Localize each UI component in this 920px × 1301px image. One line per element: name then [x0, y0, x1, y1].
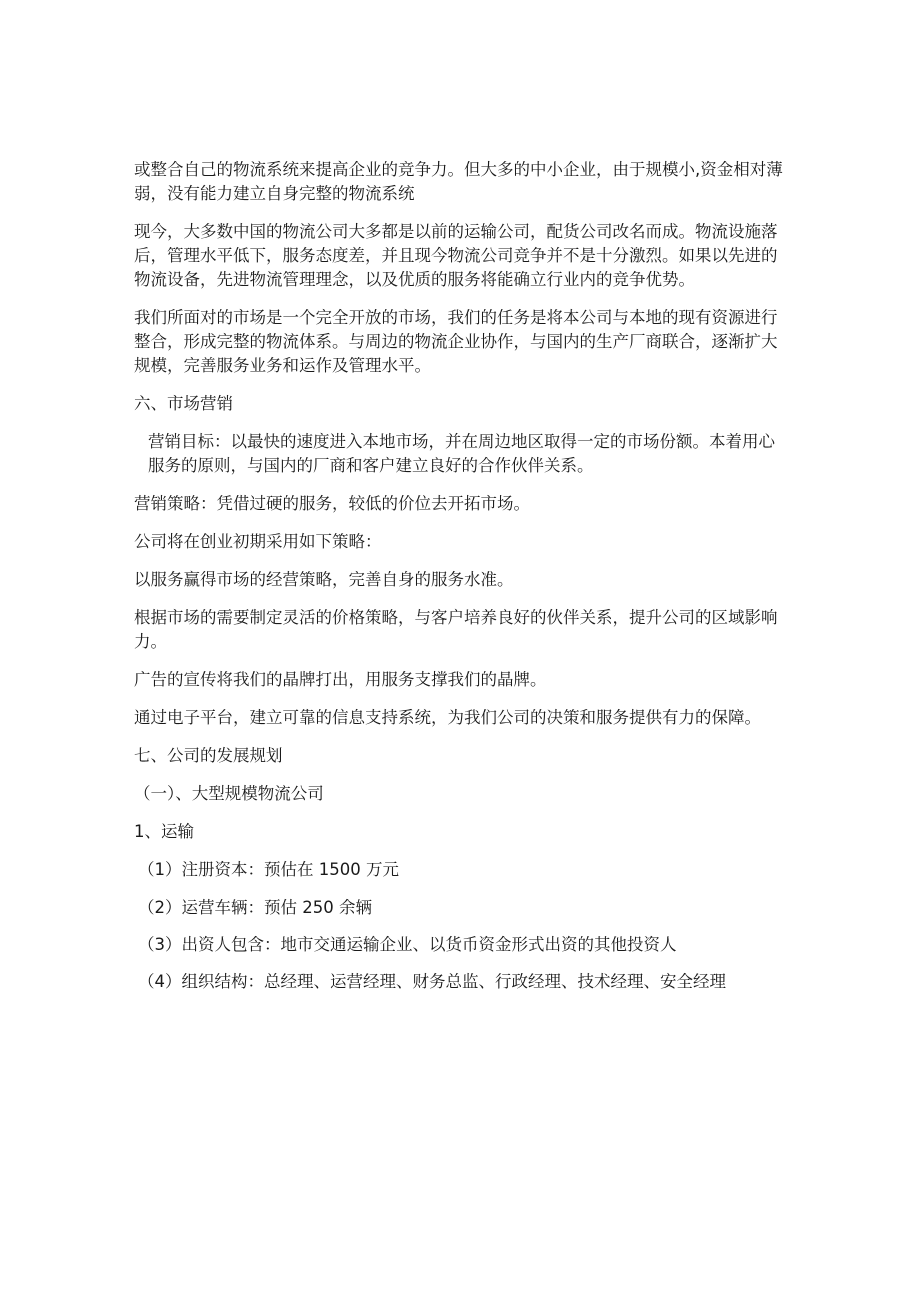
- item-heading-transport: 1、运输: [134, 822, 194, 841]
- detail-item: （1）注册资本：预估在 1500 万元: [138, 860, 399, 879]
- strategy-item: 以服务赢得市场的经营策略，完善自身的服务水准。: [134, 570, 514, 589]
- sub-heading-large-logistics: （一）、大型规模物流公司: [134, 784, 324, 803]
- paragraph-market: 我们所面对的市场是一个完全开放的市场，我们的任务是将本公司与本地的现有资源进行整合，形成完整的物流体系。与周边的物流企业协作，与国内的生产厂商联合，逐渐扩大规模，完善服务业务和运作及管理水平。: [134, 308, 778, 375]
- paragraph-marketing-goal: 营销目标：以最快的速度进入本地市场，并在周边地区取得一定的市场份额。本着用心服务的原则，与国内的厂商和客户建立良好的合作伙伴关系。: [148, 432, 775, 475]
- strategy-item: 广告的宣传将我们的晶牌打出，用服务支撑我们的晶牌。: [134, 670, 547, 689]
- paragraph-current-state: 现今，大多数中国的物流公司大多都是以前的运输公司，配货公司改名而成。物流设施落后，管理水平低下，服务态度差，并且现今物流公司竞争并不是十分激烈。如果以先进的物流设备，先进物流管理理念，以及优质的服务将能确立行业内的竞争优势。: [134, 222, 778, 289]
- detail-item: （3）出资人包含：地市交通运输企业、以货币资金形式出资的其他投资人: [138, 935, 677, 954]
- strategy-item: 通过电子平台，建立可靠的信息支持系统，为我们公司的决策和服务提供有力的保障。: [134, 708, 761, 727]
- detail-item: （4）组织结构：总经理、运营经理、财务总监、行政经理、技术经理、安全经理: [138, 972, 726, 991]
- section-heading-development: 七、公司的发展规划: [134, 746, 283, 765]
- paragraph-competition: 或整合自己的物流系统来提高企业的竞争力。但大多的中小企业，由于规模小,资金相对薄弱，没有能力建立自身完整的物流系统: [134, 160, 783, 203]
- paragraph-strategy-intro: 公司将在创业初期采用如下策略：: [134, 532, 382, 551]
- paragraph-marketing-strategy: 营销策略：凭借过硬的服务，较低的价位去开拓市场。: [134, 494, 530, 513]
- section-heading-marketing: 六、市场营销: [134, 394, 233, 413]
- strategy-item: 根据市场的需要制定灵活的价格策略，与客户培养良好的伙伴关系，提升公司的区域影响力。: [134, 608, 778, 651]
- detail-item: （2）运营车辆：预估 250 余辆: [138, 898, 372, 917]
- document-body: [134, 158, 784, 994]
